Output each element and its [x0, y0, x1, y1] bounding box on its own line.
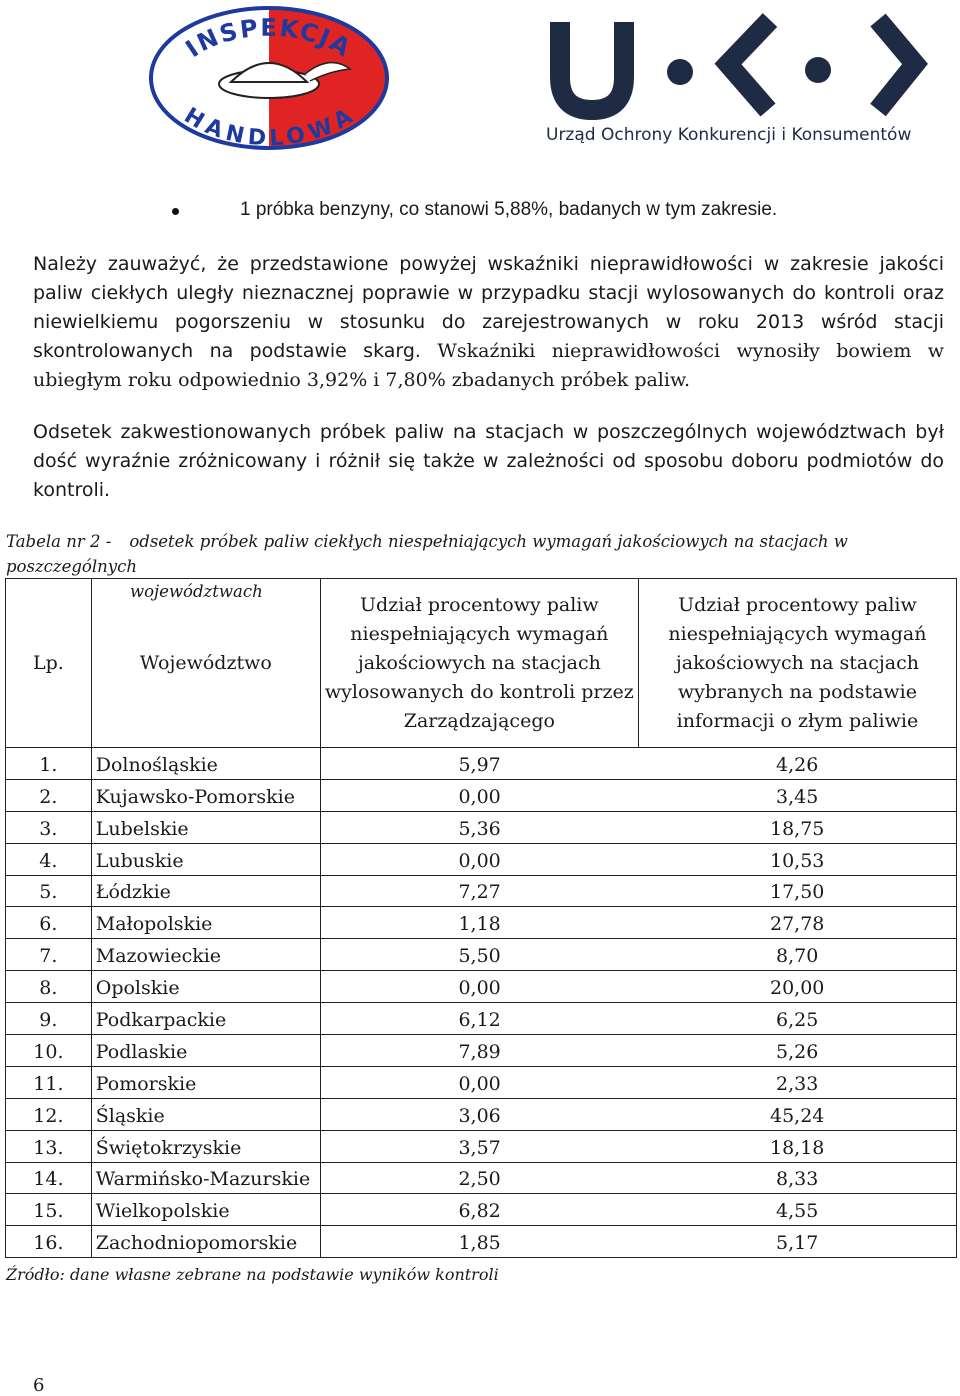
- page-number: 6: [33, 1375, 45, 1396]
- header-random-stations: Udział procentowy paliw niespełniających wymagań jakościowych na stacjach wylosowanych do kontroli przez Zarządzającego: [320, 579, 638, 748]
- row-number: 16.: [6, 1226, 92, 1258]
- row-province: Warmińsko-Mazurskie: [91, 1162, 320, 1194]
- table-row: [6, 971, 957, 1003]
- row-value-complaint: 8,33: [638, 1162, 956, 1194]
- province-fuel-table: [5, 578, 957, 1258]
- table-row: [6, 1194, 957, 1226]
- row-value-random: 3,57: [320, 1130, 638, 1162]
- row-value-random: 6,82: [320, 1194, 638, 1226]
- bullet-text: 1 próbka benzyny, co stanowi 5,88%, badanych w tym zakresie.: [240, 199, 778, 220]
- row-value-complaint: 45,24: [638, 1098, 956, 1130]
- row-number: 14.: [6, 1162, 92, 1194]
- row-value-complaint: 3,45: [638, 779, 956, 811]
- inspekcja-handlowa-logo: [145, 4, 393, 152]
- ih-logo-bottom-text: HANDLOWA: [179, 103, 359, 152]
- row-value-random: 0,00: [320, 971, 638, 1003]
- row-value-random: 0,00: [320, 779, 638, 811]
- table-row: [6, 875, 957, 907]
- row-province: Zachodniopomorskie: [91, 1226, 320, 1258]
- row-value-complaint: 5,26: [638, 1035, 956, 1067]
- row-value-complaint: 18,75: [638, 811, 956, 843]
- paragraph-2: Odsetek zakwestionowanych próbek paliw na stacjach w poszczególnych województwach był dość wyraźnie zróżnicowany i różnił się także w zależności od sposobu doboru podmiotów do kontroli.: [33, 421, 944, 501]
- row-value-random: 5,50: [320, 939, 638, 971]
- row-value-random: 1,85: [320, 1226, 638, 1258]
- table-row: [6, 907, 957, 939]
- paragraph-1-part-1: Należy zauważyć, że przedstawione powyżej wskaźniki nieprawidłowości w zakresie jakości paliw ciekłych uległy nieznacznej poprawie w przypadku stacji wylosowanych do kontroli oraz niewielkiemu pogorszeniu w stosunku do zarejestrowanych w roku 2013 wśród stacji skontrolowanych na podstawie skarg.: [33, 253, 944, 362]
- row-value-complaint: 4,26: [638, 748, 956, 780]
- table-caption-continued: województwach: [130, 582, 263, 601]
- row-number: 10.: [6, 1035, 92, 1067]
- row-value-random: 7,27: [320, 875, 638, 907]
- row-province: Mazowieckie: [91, 939, 320, 971]
- table-row: [6, 843, 957, 875]
- row-number: 8.: [6, 971, 92, 1003]
- paragraph-1: [33, 250, 944, 395]
- row-number: 5.: [6, 875, 92, 907]
- row-value-random: 5,36: [320, 811, 638, 843]
- row-province: Lubelskie: [91, 811, 320, 843]
- row-value-random: 2,50: [320, 1162, 638, 1194]
- row-number: 15.: [6, 1194, 92, 1226]
- table-row: [6, 748, 957, 780]
- row-value-random: 0,00: [320, 1066, 638, 1098]
- row-number: 9.: [6, 1003, 92, 1035]
- row-number: 12.: [6, 1098, 92, 1130]
- bullet-item: [172, 199, 777, 221]
- table-row: [6, 1162, 957, 1194]
- row-value-random: 1,18: [320, 907, 638, 939]
- table-caption-text: odsetek próbek paliw ciekłych niespełniających wymagań jakościowych na stacjach w poszczególnych: [6, 532, 848, 576]
- table-source: Źródło: dane własne zebrane na podstawie wyników kontroli: [6, 1265, 499, 1284]
- row-number: 3.: [6, 811, 92, 843]
- row-value-complaint: 5,17: [638, 1226, 956, 1258]
- ih-logo-top-text: INSPEKCJA: [180, 13, 357, 64]
- row-number: 11.: [6, 1066, 92, 1098]
- row-number: 7.: [6, 939, 92, 971]
- table-row: [6, 779, 957, 811]
- row-province: Podlaskie: [91, 1035, 320, 1067]
- paragraph-1-part-2: Wskaźniki nieprawidłowości wynosiły bowiem w ubiegłym roku odpowiednio 3,92% i 7,80% zbadanych próbek paliw.: [33, 340, 945, 391]
- row-value-complaint: 18,18: [638, 1130, 956, 1162]
- table-row: [6, 1130, 957, 1162]
- row-value-random: 5,97: [320, 748, 638, 780]
- row-value-random: 6,12: [320, 1003, 638, 1035]
- table-row: [6, 1035, 957, 1067]
- row-value-random: 3,06: [320, 1098, 638, 1130]
- row-province: Kujawsko-Pomorskie: [91, 779, 320, 811]
- row-value-complaint: 4,55: [638, 1194, 956, 1226]
- table-row: [6, 1098, 957, 1130]
- row-province: Łódzkie: [91, 875, 320, 907]
- row-province: Wielkopolskie: [91, 1194, 320, 1226]
- row-province: Opolskie: [91, 971, 320, 1003]
- row-value-complaint: 8,70: [638, 939, 956, 971]
- row-value-complaint: 10,53: [638, 843, 956, 875]
- header-complaint-stations: Udział procentowy paliw niespełniających wymagań jakościowych na stacjach wybranych na podstawie informacji o złym paliwie: [638, 579, 956, 748]
- table-caption-label: Tabela nr 2 -: [6, 532, 112, 551]
- table-row: [6, 1003, 957, 1035]
- header-province: Województwo: [91, 579, 320, 748]
- table-row: [6, 939, 957, 971]
- row-province: Lubuskie: [91, 843, 320, 875]
- row-number: 6.: [6, 907, 92, 939]
- row-province: Małopolskie: [91, 907, 320, 939]
- row-province: Dolnośląskie: [91, 748, 320, 780]
- row-province: Podkarpackie: [91, 1003, 320, 1035]
- table-row: [6, 1226, 957, 1258]
- row-number: 13.: [6, 1130, 92, 1162]
- row-value-complaint: 2,33: [638, 1066, 956, 1098]
- bullet-dot: [172, 208, 179, 215]
- uokik-caption: Urząd Ochrony Konkurencji i Konsumentów: [546, 125, 912, 145]
- row-number: 2.: [6, 779, 92, 811]
- table-row: [6, 1066, 957, 1098]
- row-value-complaint: 27,78: [638, 907, 956, 939]
- row-number: 1.: [6, 748, 92, 780]
- row-province: Pomorskie: [91, 1066, 320, 1098]
- table-row: [6, 811, 957, 843]
- row-value-complaint: 17,50: [638, 875, 956, 907]
- row-value-complaint: 20,00: [638, 971, 956, 1003]
- row-number: 4.: [6, 843, 92, 875]
- row-value-complaint: 6,25: [638, 1003, 956, 1035]
- row-value-random: 0,00: [320, 843, 638, 875]
- uokik-logo: [540, 2, 935, 150]
- uokik-letters: UOKiK: [540, 10, 544, 11]
- row-province: Śląskie: [91, 1098, 320, 1130]
- table-header-row: [6, 579, 957, 748]
- row-province: Świętokrzyskie: [91, 1130, 320, 1162]
- header-lp: Lp.: [6, 579, 92, 748]
- row-value-random: 7,89: [320, 1035, 638, 1067]
